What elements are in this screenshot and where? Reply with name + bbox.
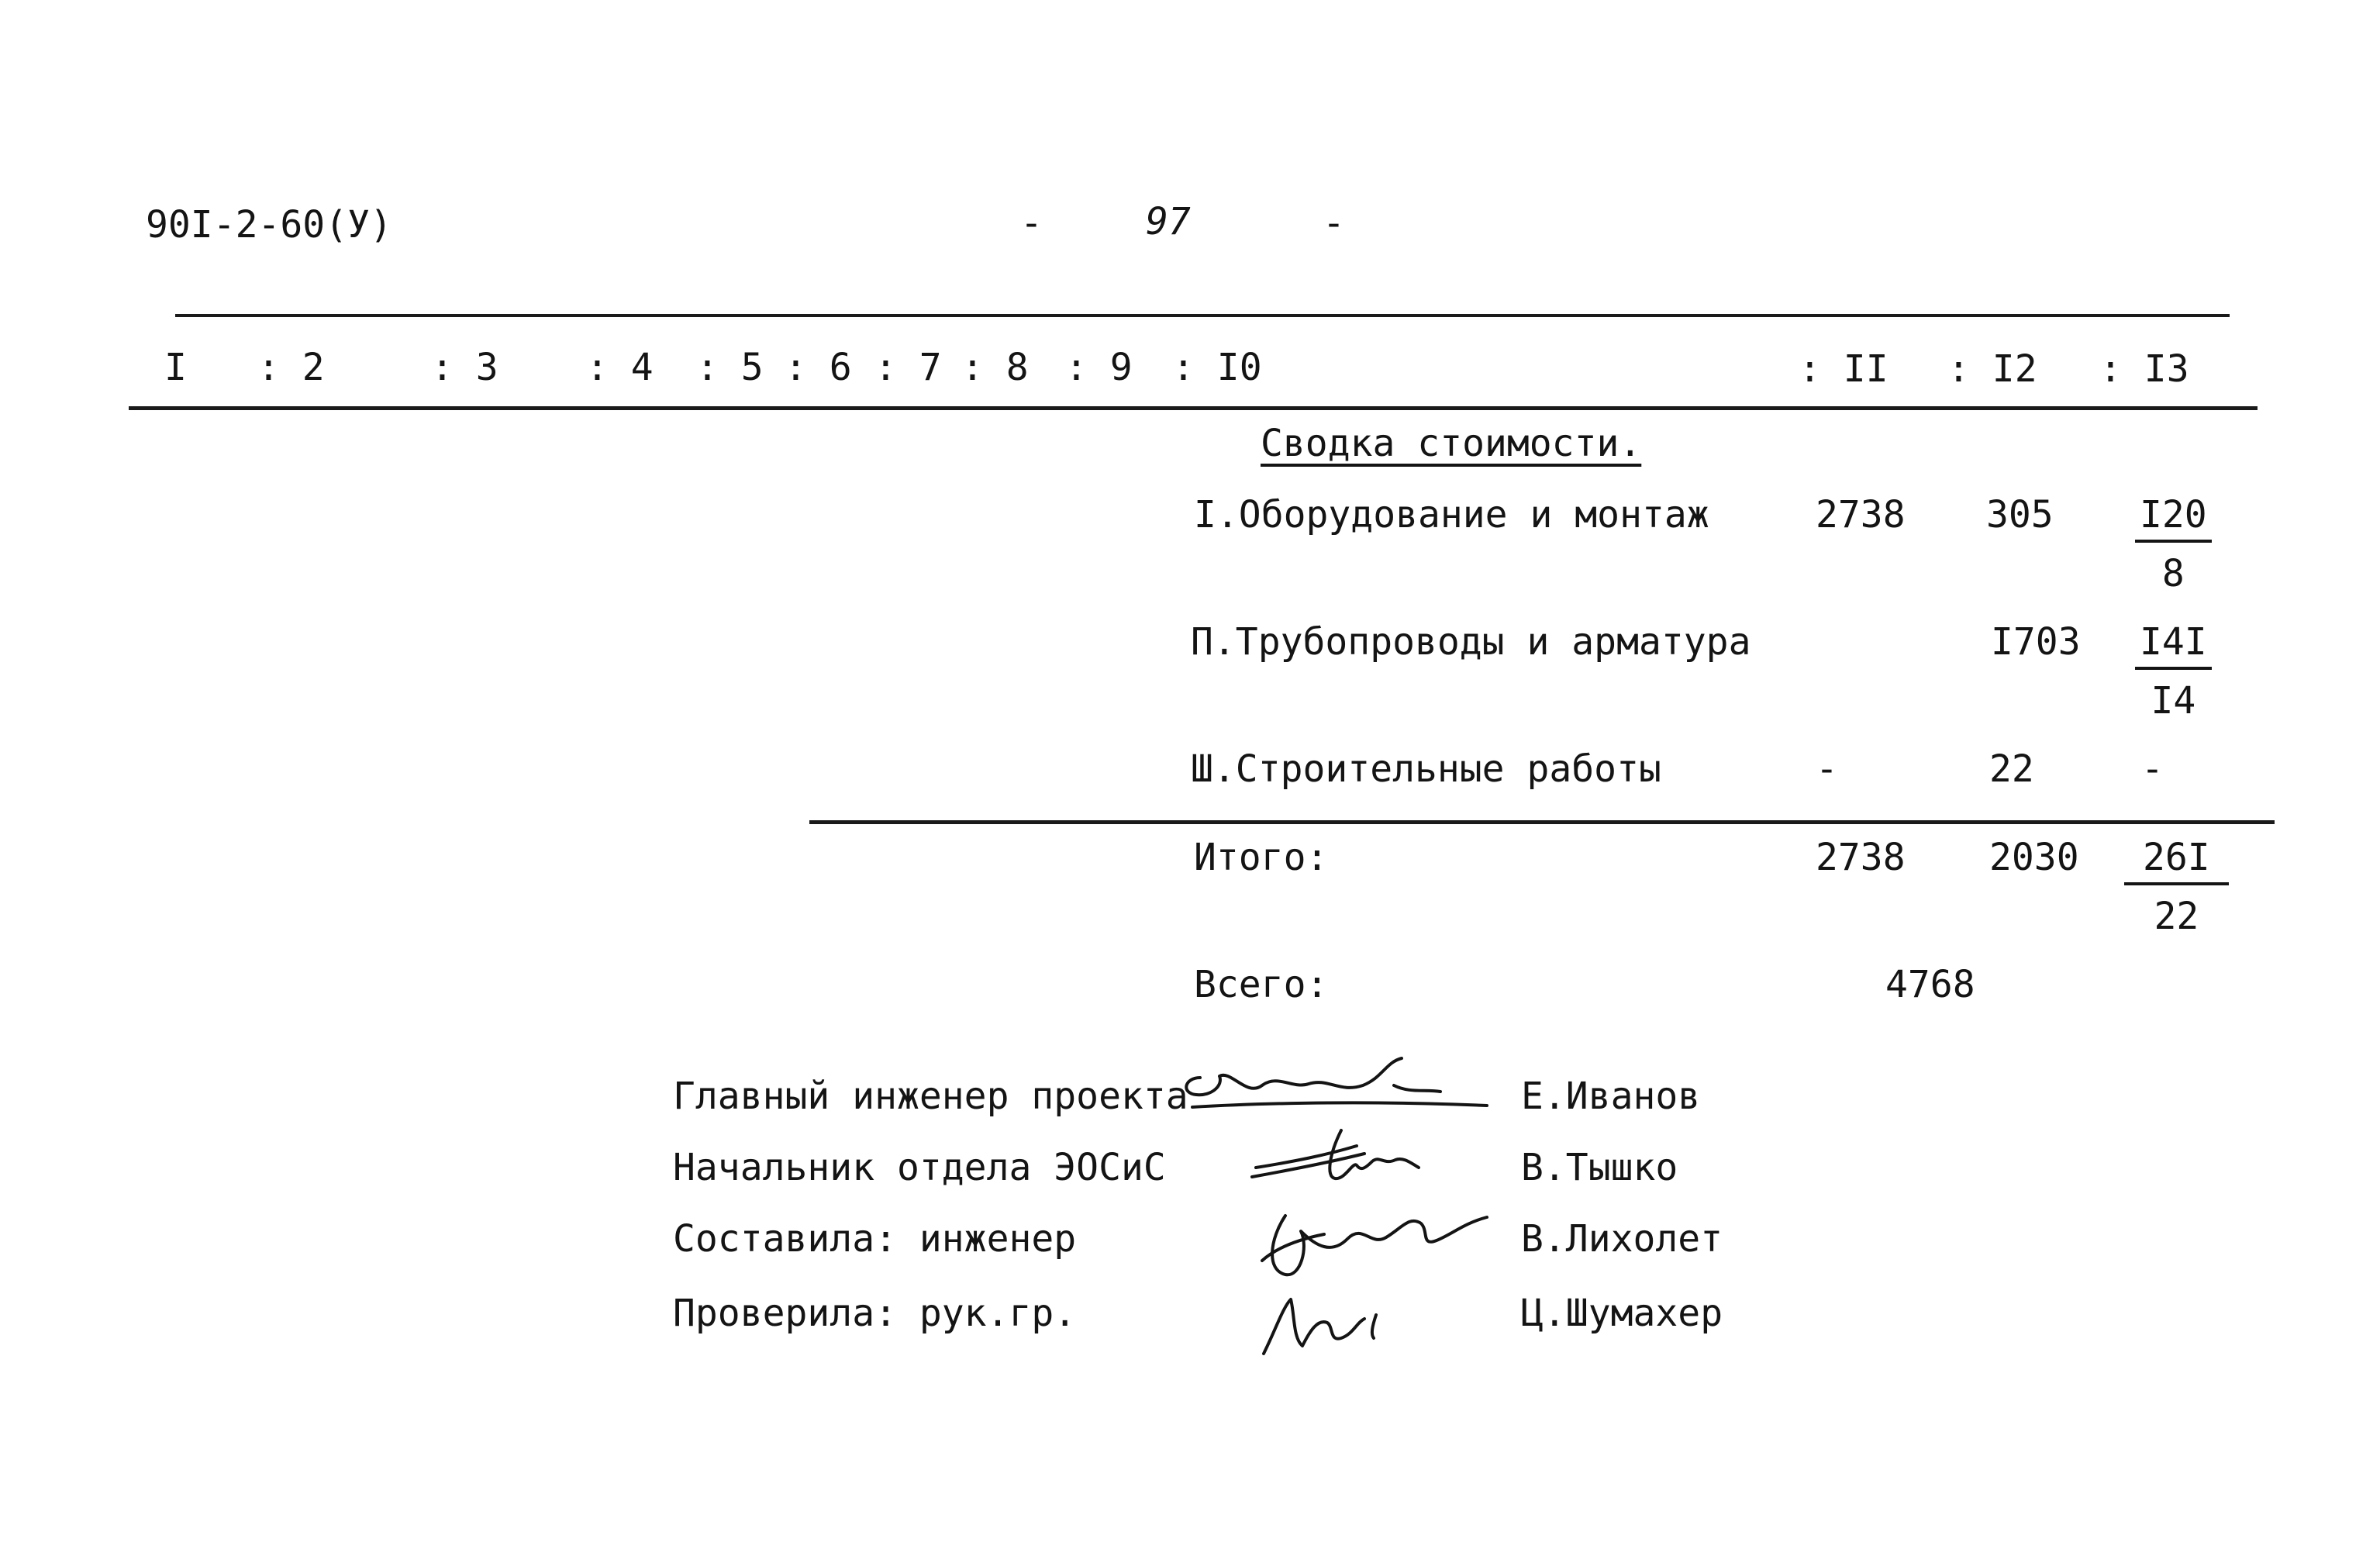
cell-col11: - bbox=[1816, 747, 1838, 791]
document-code: 90I-2-60(У) bbox=[146, 203, 392, 247]
column-header: : 7 bbox=[874, 346, 942, 389]
handwritten-signature bbox=[1177, 1054, 1502, 1124]
handwritten-signature bbox=[1248, 1123, 1450, 1192]
signature-name: В.Лихолет bbox=[1521, 1217, 1723, 1261]
fraction-numerator: 26I bbox=[2124, 839, 2229, 885]
signature-name: В.Тышко bbox=[1521, 1146, 1678, 1189]
signature-role: Проверила: рук.гр. bbox=[673, 1292, 1077, 1335]
column-header: : 2 bbox=[257, 346, 325, 389]
fraction-numerator: I4I bbox=[2135, 623, 2212, 670]
column-header: : II bbox=[1799, 347, 1888, 391]
summary-title: Сводка стоимости. bbox=[1261, 422, 1642, 465]
column-header: : 4 bbox=[586, 346, 654, 389]
signature-role: Составила: инженер bbox=[673, 1217, 1077, 1261]
column-header: : 3 bbox=[431, 346, 498, 389]
column-header: : 6 bbox=[785, 346, 852, 389]
cell-col12: 305 bbox=[1986, 493, 2054, 536]
cell-col11: 2738 bbox=[1816, 493, 1906, 536]
header-dash-left: - bbox=[1020, 202, 1043, 245]
handwritten-signature bbox=[1256, 1284, 1411, 1369]
fraction-denominator: 8 bbox=[2161, 552, 2185, 595]
handwritten-signature bbox=[1254, 1200, 1502, 1285]
fraction-denominator: I4 bbox=[2151, 679, 2196, 723]
total-label: Итого: bbox=[1194, 836, 1329, 879]
row-label: П.Трубопроводы и арматура bbox=[1191, 620, 1751, 664]
signature-role: Главный инженер проекта bbox=[673, 1075, 1188, 1118]
row-label: Ш.Строительные работы bbox=[1191, 747, 1661, 791]
page-number: 97 bbox=[1146, 200, 1191, 243]
total-col12: 2030 bbox=[1989, 836, 2079, 879]
grand-total-value: 4768 bbox=[1885, 963, 1975, 1006]
table-header-rule bbox=[129, 406, 2258, 410]
column-header: : 5 bbox=[696, 346, 764, 389]
fraction-denominator: 22 bbox=[2154, 895, 2199, 938]
total-col11: 2738 bbox=[1816, 836, 1906, 879]
cell-col12: 22 bbox=[1989, 747, 2034, 791]
column-header: : I3 bbox=[2099, 347, 2189, 391]
column-header: : 8 bbox=[961, 346, 1029, 389]
grand-total-label: Всего: bbox=[1194, 963, 1329, 1006]
cell-col13-fraction bbox=[2135, 493, 2212, 595]
fraction-numerator: I20 bbox=[2135, 496, 2212, 543]
column-header: : I0 bbox=[1172, 346, 1262, 389]
signature-role: Начальник отдела ЭОСиС bbox=[673, 1146, 1166, 1189]
header-dash-right: - bbox=[1323, 202, 1345, 245]
signature-name: Ц.Шумахер bbox=[1521, 1292, 1723, 1335]
cell-col13: - bbox=[2141, 747, 2164, 791]
cell-col13-fraction bbox=[2135, 620, 2212, 723]
total-rule bbox=[809, 820, 2275, 824]
cell-col12: I703 bbox=[1991, 620, 2081, 664]
table-top-rule bbox=[175, 314, 2230, 317]
column-header: : 9 bbox=[1065, 346, 1133, 389]
signature-name: Е.Иванов bbox=[1521, 1075, 1701, 1118]
total-col13-fraction bbox=[2124, 836, 2229, 938]
row-label: I.Оборудование и монтаж bbox=[1194, 493, 1709, 536]
column-header: I bbox=[164, 346, 187, 389]
column-header: : I2 bbox=[1947, 347, 2037, 391]
